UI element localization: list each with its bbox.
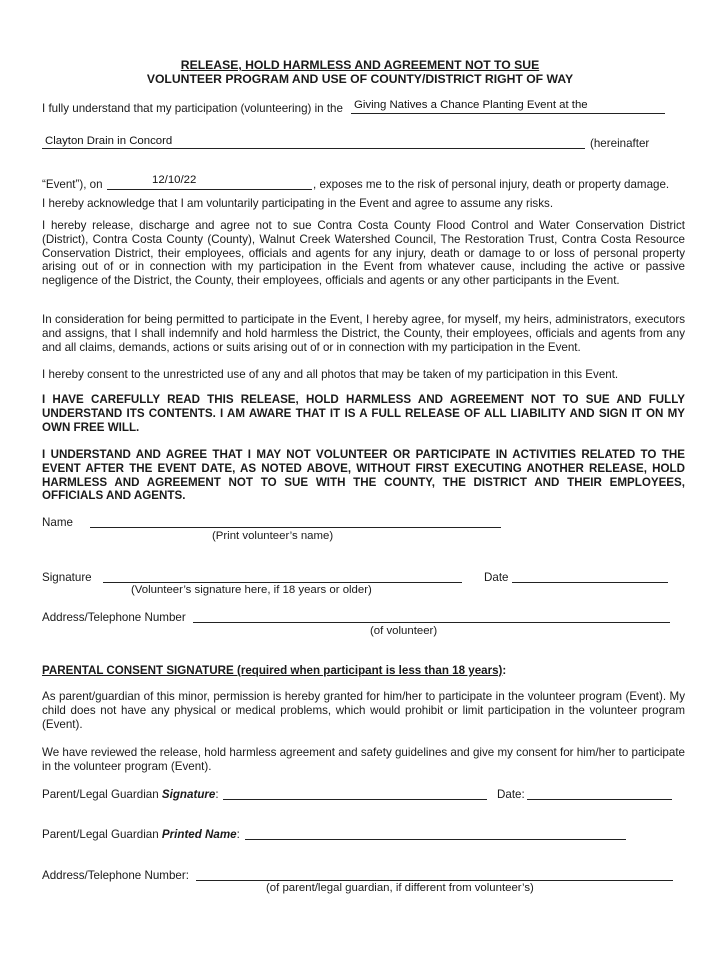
document-title: RELEASE, HOLD HARMLESS AND AGREEMENT NOT TO SUE <box>180 58 540 72</box>
event-date-line[interactable] <box>107 189 312 190</box>
signature-label: Signature <box>42 571 92 584</box>
guardian-signature-field[interactable] <box>223 799 487 800</box>
guardian-printed-name-label: Parent/Legal Guardian Printed Name: <box>42 828 240 841</box>
document-subtitle: VOLUNTEER PROGRAM AND USE OF COUNTY/DISTRICT RIGHT OF WAY <box>146 72 574 86</box>
name-field[interactable] <box>90 527 501 528</box>
hereinafter-text: (hereinafter <box>590 137 650 150</box>
date-label: Date <box>484 571 509 584</box>
guardian-signature-label: Parent/Legal Guardian Signature: <box>42 788 219 801</box>
signature-field[interactable] <box>103 582 462 583</box>
indemnify-paragraph: In consideration for being permitted to participate in the Event, I hereby agree, for myself, my heirs, administrators, executors and assigns, that I shall indemnify and hold harmless the District, the County, their employees, officials and agents from any and all claims, demands, actions or suits arising out of or in connection with my participation in the Event. <box>42 313 685 354</box>
guardian-date-field[interactable] <box>527 799 672 800</box>
acknowledge-paragraph: I hereby acknowledge that I am voluntarily participating in the Event and agree to assume any risks. <box>42 197 554 210</box>
guardian-date-label: Date: <box>497 788 525 801</box>
parental-consent-paragraph-2: We have reviewed the release, hold harmless agreement and safety guidelines and give my consent for him/her to participate in the volunteer program (Event). <box>42 746 685 773</box>
event-suffix: , exposes me to the risk of personal injury, death or property damage. <box>313 178 670 191</box>
event-name-value-2: Clayton Drain in Concord <box>45 135 173 147</box>
date-field[interactable] <box>512 582 668 583</box>
acknowledgement-bold-paragraph: I HAVE CAREFULLY READ THIS RELEASE, HOLD HARMLESS AND AGREEMENT NOT TO SUE AND FULLY UNDERSTAND ITS CONTENTS. I AM AWARE THAT IT IS A FULL RELEASE OF ALL LIABILITY AND SIGN IT ON MY OWN FREE WILL. <box>42 393 685 434</box>
guardian-address-caption: (of parent/legal guardian, if different from volunteer’s) <box>266 882 534 894</box>
parental-consent-paragraph-1: As parent/guardian of this minor, permission is hereby granted for him/her to participate in the volunteer program (Event). My child does not have any physical or medical problems, which would prohibit or limit participation in the volunteer program (Event). <box>42 690 685 731</box>
event-name-line-1[interactable] <box>351 113 665 114</box>
guardian-address-field[interactable] <box>196 880 673 881</box>
photo-consent-paragraph: I hereby consent to the unrestricted use of any and all photos that may be taken of my participation in this Event. <box>42 368 619 381</box>
address-field[interactable] <box>193 622 670 623</box>
event-prefix: “Event”), on <box>42 178 103 191</box>
address-label: Address/Telephone Number <box>42 611 186 624</box>
signature-caption: (Volunteer’s signature here, if 18 years or older) <box>131 584 372 596</box>
name-caption: (Print volunteer’s name) <box>212 530 334 542</box>
name-label: Name <box>42 516 73 529</box>
release-paragraph: I hereby release, discharge and agree not to sue Contra Costa County Flood Control and Water Conservation District (District), Contra Costa County (County), Walnut Creek Watershed Council, The Restoration Trust, Contra Costa Resource Conservation District, their employees, officials and agents for any injury, death or damage to or loss of personal property arising out of or in connection with my participation in the Event from whatever cause, including the active or passive negligence of the District, the County, their employees, officials and agents or any other participants in the Event. <box>42 219 685 288</box>
agreement-bold-paragraph: I UNDERSTAND AND AGREE THAT I MAY NOT VOLUNTEER OR PARTICIPATE IN ACTIVITIES RELATED TO THE EVENT AFTER THE EVENT DATE, AS NOTED ABOVE, WITHOUT FIRST EXECUTING ANOTHER RELEASE, HOLD HARMLESS AND AGREEMENT NOT TO SUE WITH THE COUNTY, THE DISTRICT AND THEIR EMPLOYEES, OFFICIALS AND AGENTS. <box>42 448 685 503</box>
intro-prefix: I fully understand that my participation (volunteering) in the <box>42 102 343 115</box>
event-name-value-1: Giving Natives a Chance Planting Event at the <box>354 99 588 111</box>
parental-consent-heading: PARENTAL CONSENT SIGNATURE (required when participant is less than 18 years): <box>42 664 507 677</box>
guardian-address-label: Address/Telephone Number: <box>42 869 189 882</box>
event-date-value: 12/10/22 <box>152 174 197 186</box>
address-caption: (of volunteer) <box>370 625 438 637</box>
guardian-printed-name-field[interactable] <box>245 839 626 840</box>
